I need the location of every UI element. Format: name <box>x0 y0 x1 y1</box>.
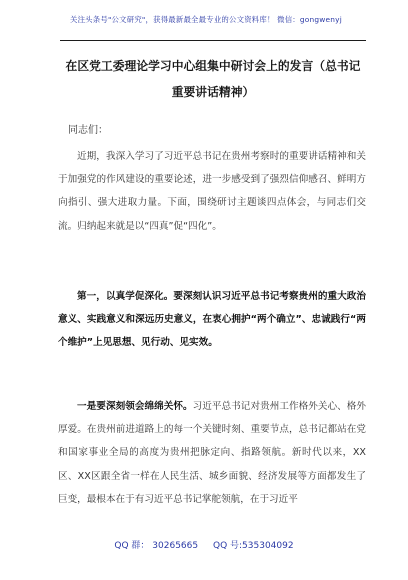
paragraph-first-point-text: 第一，以真学促深化。要深刻认识习近平总书记考察贵州的重大政治意义、实践意义和深远历史意义，在衷心拥护“两个确立”、忠诚践行“两个维护”上见思想、见行动、见实效。 <box>58 291 366 349</box>
paragraph-intro-text: 近期，我深入学习了习近平总书记在贵州考察时的重要讲话精神和关于加强党的作风建设的重要论述，进一步感受到了强烈信仰感召、鲜明方向指引、强大进取力量。下面，围绕研讨主题谈四点体会，与同志们交流。归纳起来就是以“四真”促“四化”。 <box>58 151 366 232</box>
paragraph-first-point <box>58 285 366 405</box>
document-title: 在区党工委理论学习中心组集中研讨会上的发言（总书记重要讲话精神） <box>65 59 361 99</box>
salutation: 同志们： <box>68 125 108 136</box>
subpoint-lead: 一是要深刻领会绵绵关怀。 <box>77 401 193 412</box>
subpoint-body: 习近平总书记对贵州工作格外关心、格外厚爱。在贵州前进道路上的每一个关键时刻、重要节点，总书记都站在党和国家事业全局的高度为贵州把脉定向、指路领航。新时代以来，XX区、XX区跟全省一样在人民生活、城乡面貌、经济发展等方面都发生了巨变，最根本在于有习近平总书记掌舵领航，在于习近平 <box>58 401 367 505</box>
footer-qq-group: QQ 群： 30265665 <box>114 541 199 551</box>
header-divider <box>60 40 366 41</box>
footer-qq-number: QQ 号:535304092 <box>212 541 294 551</box>
header-promo-note: 关注头条号"公文研究"，获得最新最全最专业的公文资料库！ 微信：gongwenyj <box>70 15 342 24</box>
paragraph-subpoint <box>58 395 366 539</box>
paragraph-intro <box>58 145 366 285</box>
footer-contact <box>0 538 408 551</box>
